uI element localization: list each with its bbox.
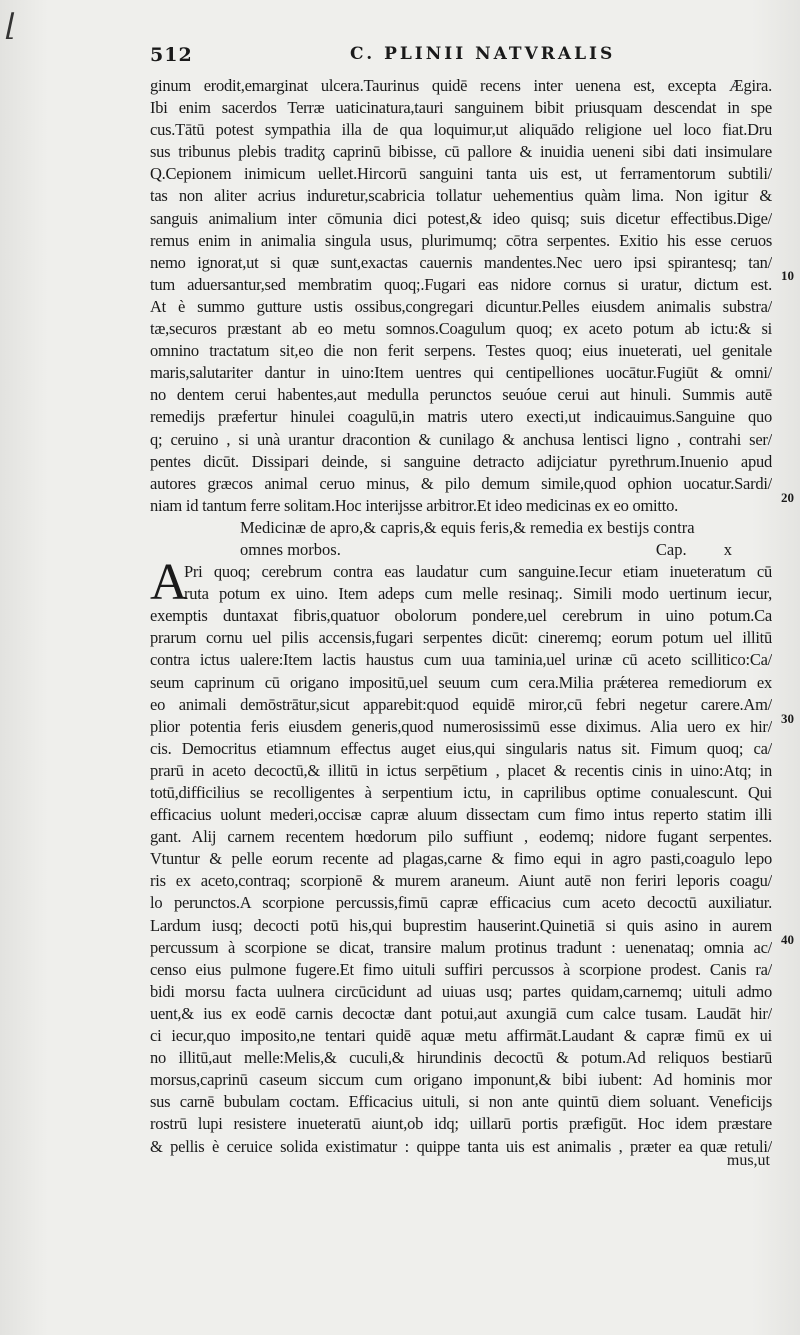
text-line: plior potentia feris eiusdem generis,quod numerosissimū esse diximus. Alia uero ex hir/	[150, 716, 772, 736]
text-line: ruta potum ex uino. Item adeps cum melle resinaq;. Simili modo uertinum iecur,	[184, 584, 772, 604]
text-line: Ibi enim sacerdos Terræ uaticinatura,tauri sanguinem bibit priusquam descendat in spe	[150, 98, 772, 118]
text-line: tæ,securos præstant ab eo metu somnos.Coagulum quoq; ex aceto potum ab ictu:& si	[150, 319, 772, 339]
text-line: Pri quoq; cerebrum contra eas laudatur cum sanguine.Iecur etiam inueteratum cū	[184, 562, 772, 582]
text-line: prarū in aceto decoctū,& illitū in ictus serpētium , placet & recentis cinis in uino:Atq; in	[150, 760, 772, 780]
chapter-cap-label: Cap.	[655, 539, 687, 559]
text-line: prarum cornu uel pilis accensis,fugari serpentes dicūt: cineremq; eorum potum uel illitū	[150, 628, 772, 648]
text-line: tum aduersantur,sed membratim quoq;.Fugari eas nidore cornus si uratur, dictum est.	[150, 274, 772, 294]
text-section-top	[150, 75, 772, 517]
text-line: ris ex aceto,contraq; scorpionē & murem araneum. Aiunt autē non feriri leporis coagu/	[150, 871, 772, 891]
text-line: morsus,caprinū caseum siccum cum origano imponunt,& bibi iubent: Ad hominis mor	[150, 1070, 772, 1090]
text-line: maris,salutariter dantur in uino:Item uentres qui centipelliones uocātur.Fugiūt & omni/	[150, 363, 772, 383]
text-line: autores græcos animal ceruo minus, & pilo demum simile,quod ophion uocatur.Sardi/	[150, 473, 772, 493]
text-line: cus.Tātū potest sympathia illa de qua loquimur,ut aliquādo religione uel loco fiat.Dru	[150, 120, 772, 140]
text-line: efficacius uolunt mederi,occisæ capræ aluum dissectam cum fimo intus reperto statim illi	[150, 805, 772, 825]
text-line: q; ceruino , si unà urantur dracontion & cunilago & anchusa lentisci ligno , contrahi ser/	[150, 429, 772, 449]
text-line: niam id tantum ferre solitam.Hoc interijsse arbitror.Et ideo medicinas ex eo omitto.	[150, 495, 678, 515]
line-number: 30	[781, 711, 794, 726]
text-line: omnino tractatum sit,eo die non ferit serpens. Testes quoq; eius inueterati, uel genitale	[150, 341, 772, 361]
chapter-number	[656, 539, 732, 561]
text-line: cis. Democritus etiamnum effectus auget eius,qui singularis natus sit. Fimum quoq; ca/	[150, 738, 772, 758]
text-line: remus enim in animalia singula usus, plurimumq; cōtra serpentes. Exitio his esse ceruos	[150, 230, 772, 250]
text-block	[150, 75, 772, 1158]
text-line: nemo ignorat,ut si quæ sunt,exactas cauernis mandentes.Nec uero ipsi spirantesq; tan/	[150, 252, 772, 272]
text-line: pentes dicūt. Dissipari deinde, si sanguine detracto adijciatur pyrethrum.Inuenio apud	[150, 451, 772, 471]
chapter-heading-line: Medicinæ de apro,& capris,& equis feris,& remedia ex bestijs contra	[240, 517, 695, 537]
text-line: uent,& ius ex eodē carnis decoctæ dant potui,aut axungiā cum calce tusam. Laudāt hir/	[150, 1003, 772, 1023]
text-line: sus carnē bubulam coctam. Efficacius uituli, si non ante quintū diem soluant. Veneficijs	[150, 1092, 772, 1112]
text-line: eo animali demōstrātur,sicut apparebit:quod equidē miror,cū febri negetur carere.Am/	[150, 694, 772, 714]
line-number: 10	[781, 268, 794, 283]
text-section-bottom	[150, 605, 772, 1157]
text-line: Vtuntur & pelle eorum recente ad plagas,carne & fimo equi in agro pasti,coagulo lepo	[150, 849, 772, 869]
text-line: no illitū,aut melle:Melis,& cuculi,& hirundinis decoctū & potum.Ad reliquos bestiarū	[150, 1048, 772, 1068]
text-line: At è summo gutture ustis ossibus,congregari dicuntur.Pelles eiusdem animalis substra/	[150, 296, 772, 316]
drop-cap-lines	[150, 561, 772, 605]
catchword: mus,ut	[726, 1152, 770, 1169]
text-line: Q.Cepionem inimicum uellet.Hircorū sanguini tanta uis est, ut ferramentorum subtili/	[150, 164, 772, 184]
text-line: ginum erodit,emarginat ulcera.Taurinus quidē recens inter uenena est, excepta Ægira.	[150, 76, 772, 95]
text-line: sanguis animalium inter cōmunia dici potest,& ideo quisq; suis dicetur effectibus.Dige/	[150, 208, 772, 228]
text-line: no dentem cerui habentes,aut medulla perunctos seuóue cerui aut hinuli. Summis autē	[150, 385, 772, 405]
text-line: rostrū lupi resistere inueteratū aiunt,ob idq; uillarū portis præfigūt. Hoc idem præstare	[150, 1114, 772, 1134]
chapter-heading	[150, 517, 772, 561]
text-line: bidi morsu facta uulnera circūcidunt ad uiuas usq; partes quidam,carnemq; uituli admo	[150, 981, 772, 1001]
text-line: & pellis è ceruice solida existimatur : quippe tanta uis est animalis , præter ea quæ retuli/	[150, 1136, 772, 1156]
text-line: exemptis duntaxat fibris,quatuor obolorum pondere,uel cerebrum in uino potum.Ca	[150, 606, 772, 626]
text-line: sus tribunus plebis traditᵹ caprinū bibisse, cū pallore & inuidia ueneni sibi dati insimulare	[150, 142, 772, 162]
text-line: lo perunctos.A scorpione percussis,fimū capræ efficacius cum aceto decoctū auxiliatur.	[150, 893, 772, 913]
text-line: Lardum iusq; decocti potū his,qui buprestim hauserint.Quinetiā si quis asino in aurem	[150, 915, 772, 935]
text-line: contra ictus ualere:Item lactis haustus cum uua taminia,uel urinæ cū aceto scillitico:Ca/	[150, 650, 772, 670]
line-number: 20	[781, 490, 794, 505]
text-line: tas non aliter acrius induretur,scabricia tollatur uehementius quàm lima. Non igitur &	[150, 186, 772, 206]
text-line: ci iecur,quo imposito,ne tentari quidē aquæ metu affirmāt.Laudant & capræ fimū ex ui	[150, 1026, 772, 1046]
margin-ink-mark: ⌊	[2, 8, 22, 43]
drop-cap-paragraph	[150, 554, 772, 612]
chapter-cap-number: x	[723, 539, 732, 559]
drop-capital: A	[150, 554, 188, 612]
page-header	[150, 44, 770, 70]
text-line: gant. Alij carnem recentem hœdorum pilo suffiunt , eodemq; nidore fugant serpentes.	[150, 827, 772, 847]
text-line: percussum à scorpione se dicat, transire malum protinus tradunt : uenenataq; omnia ac/	[150, 937, 772, 957]
text-line: seum caprinum cū origano impositū,uel seuum cum cera.Milia prǽterea remediorum ex	[150, 672, 772, 692]
running-head: C. PLINII NATVRALIS	[350, 44, 616, 64]
folio-number: 512	[150, 44, 193, 66]
text-line: totū,difficilius se recolligentes à serpentium ictu, in caprilibus optime conualescunt. Qui	[150, 783, 772, 802]
text-line: censo eius pulmone fugere.Et fimo uituli suffiri percussos à scorpione prodest. Canis ra/	[150, 959, 772, 979]
chapter-heading-line: omnes morbos.	[240, 539, 341, 559]
text-line: remedijs præfertur hinulei coagulū,in matris utero execti,ut indicauimus.Sanguine quo	[150, 407, 772, 427]
line-number: 40	[781, 932, 794, 947]
